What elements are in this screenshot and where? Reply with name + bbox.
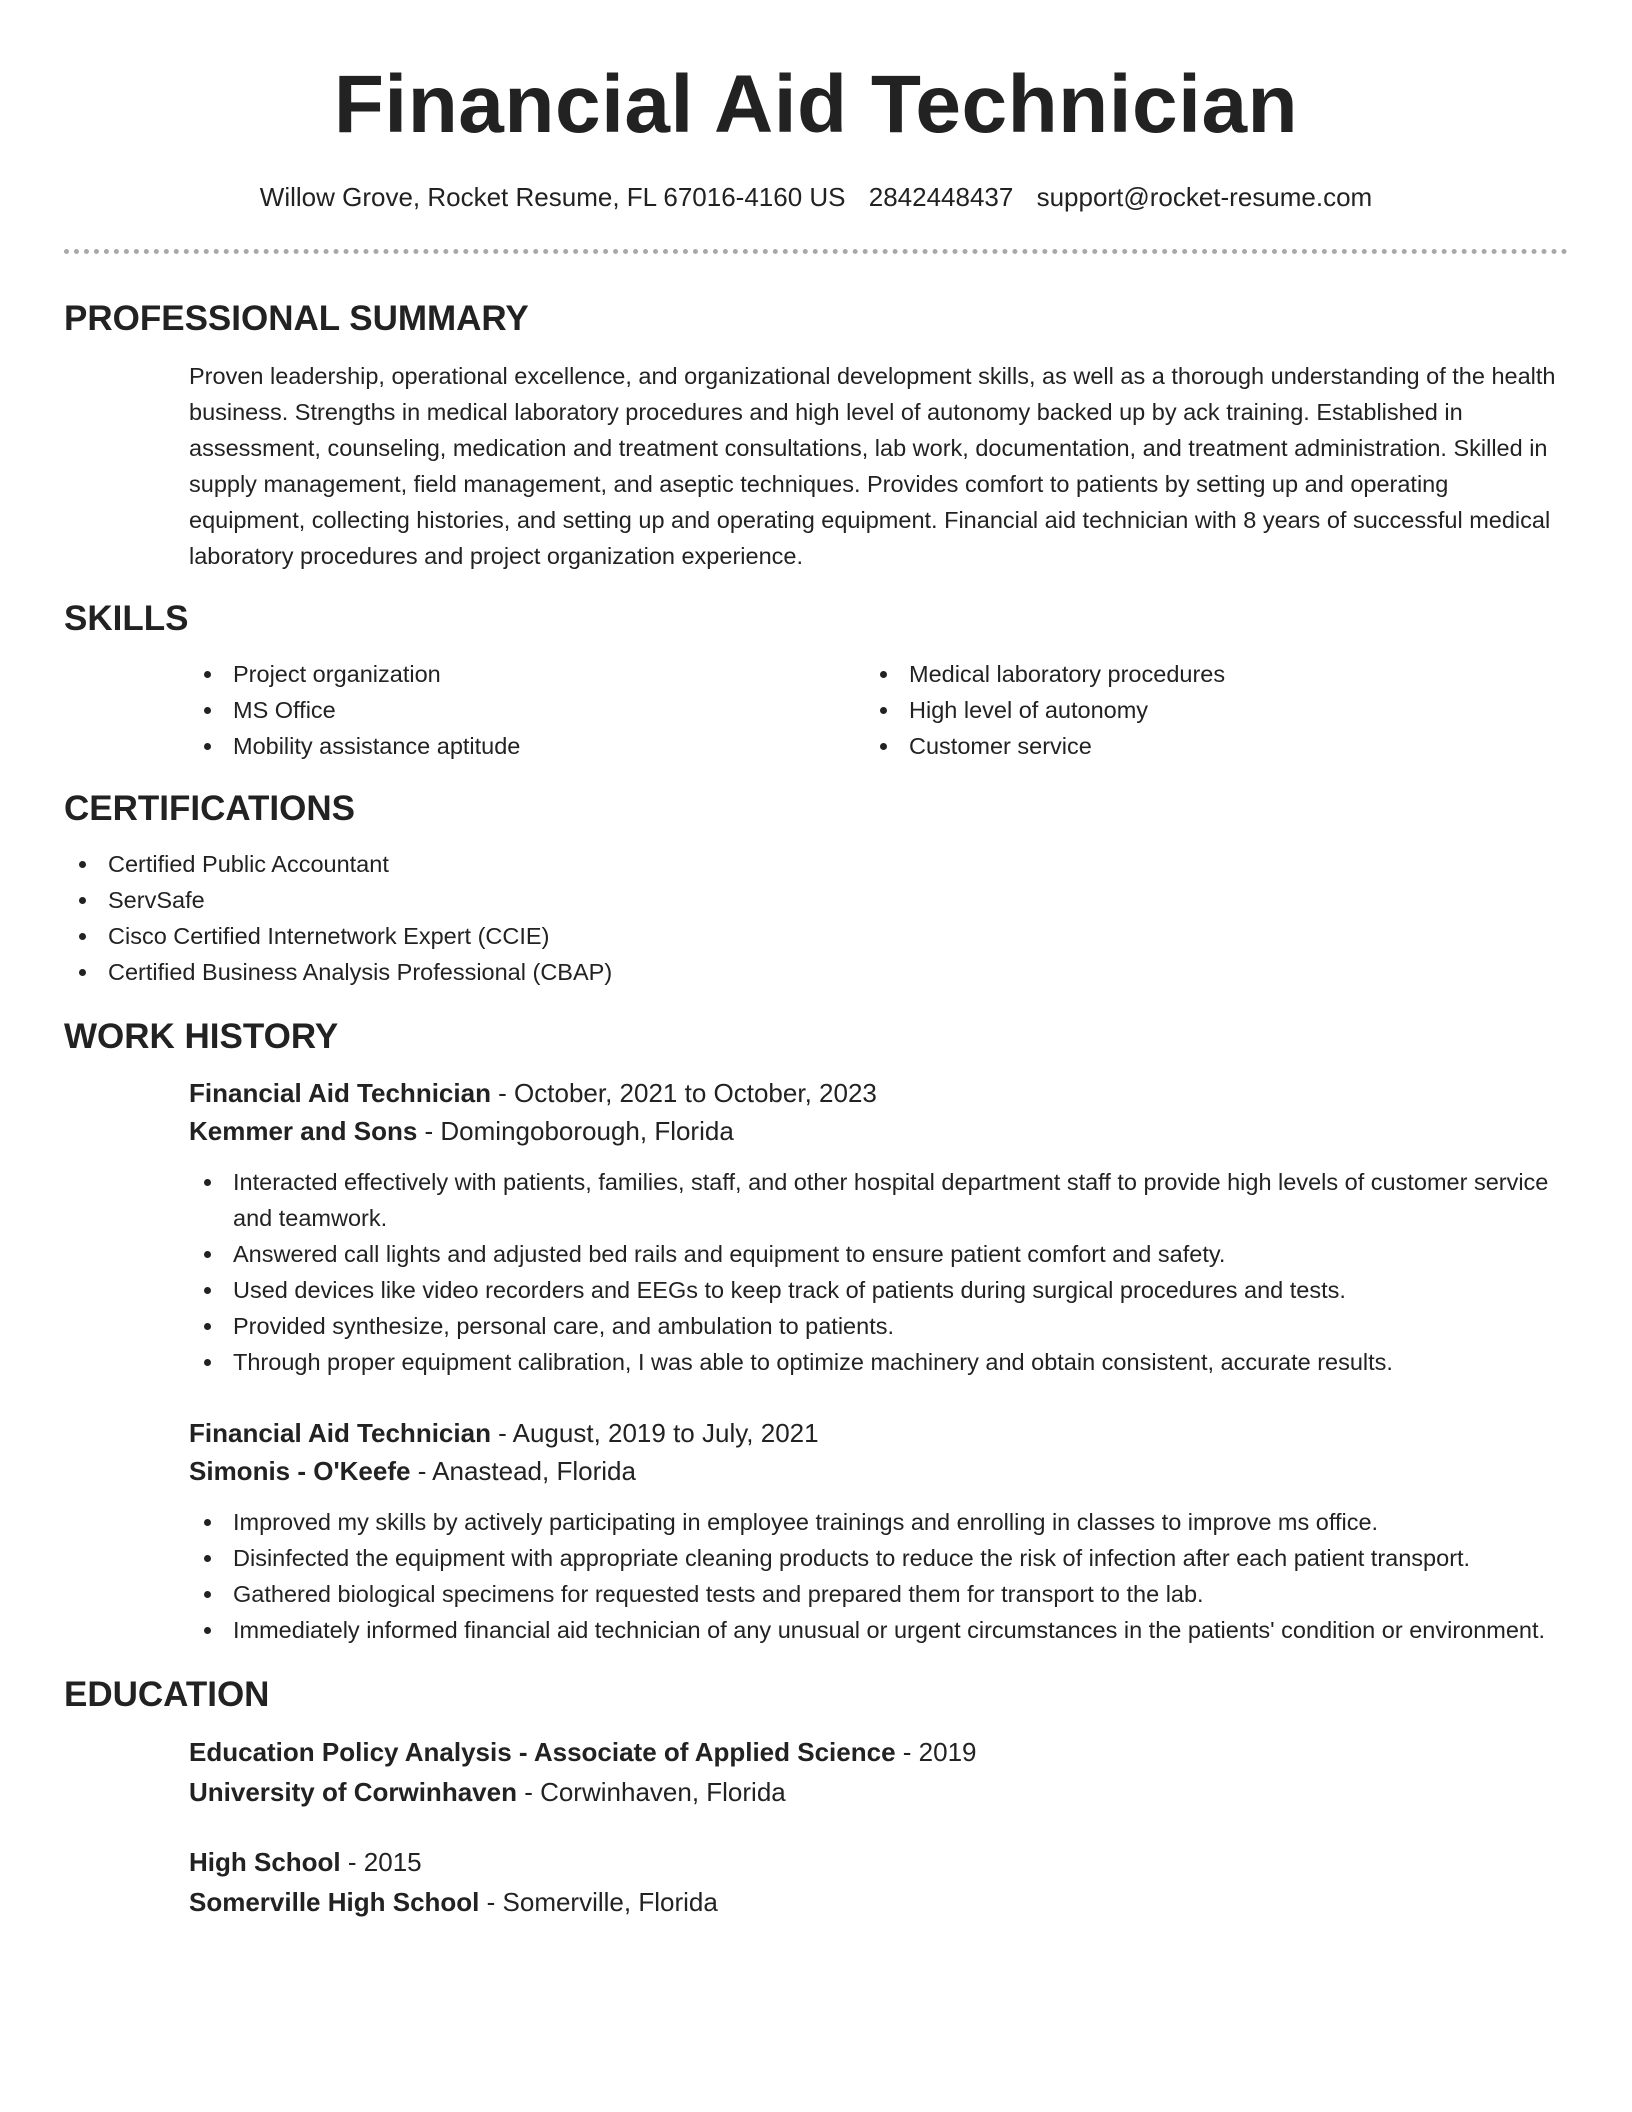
education-school: University of Corwinhaven xyxy=(189,1777,517,1808)
job-title: Financial Aid Technician xyxy=(189,1078,491,1109)
job-dates: - October, 2021 to October, 2023 xyxy=(490,1078,877,1109)
job-company: Kemmer and Sons xyxy=(189,1116,418,1147)
skills-list-left xyxy=(189,656,865,764)
job-duty-item: Used devices like video recorders and EEGs to keep track of patients during surgical procedures and tests. xyxy=(189,1272,1568,1308)
job-title: Financial Aid Technician xyxy=(189,1418,491,1449)
certification-item: Certified Business Analysis Professional (CBAP) xyxy=(64,954,1568,990)
contact-phone: 2842448437 xyxy=(868,182,1014,212)
education-entry xyxy=(189,1842,1568,1922)
skills-grid xyxy=(189,656,1568,764)
job-duty-item: Provided synthesize, personal care, and ambulation to patients. xyxy=(189,1308,1568,1344)
skill-item: MS Office xyxy=(189,692,865,728)
education-school: Somerville High School xyxy=(189,1887,480,1918)
job-duty-item: Immediately informed financial aid technician of any unusual or urgent circumstances in the patients' condition or environment. xyxy=(189,1612,1568,1648)
job-duties-list xyxy=(189,1504,1568,1648)
job-location: - Domingoborough, Florida xyxy=(417,1116,734,1147)
education-location: - Somerville, Florida xyxy=(479,1887,718,1918)
certification-item: ServSafe xyxy=(64,882,1568,918)
certifications-section xyxy=(64,788,1568,990)
job-duty-item: Gathered biological specimens for requested tests and prepared them for transport to the lab. xyxy=(189,1576,1568,1612)
education-degree-line xyxy=(189,1732,1568,1772)
job-duty-item: Improved my skills by actively participating in employee trainings and enrolling in classes to improve ms office. xyxy=(189,1504,1568,1540)
summary-text: Proven leadership, operational excellence, and organizational development skills, as well as a thorough understanding of the health business. Strengths in medical laboratory procedures and high level of autonomy backed up by ack training. Established in assessment, counseling, medication and treatment consultations, lab work, documentation, and treatment administration. Skilled in supply management, field management, and aseptic techniques. Provides comfort to patients by setting up and operating equipment, collecting histories, and setting up and operating equipment. Financial aid technician with 8 years of successful medical laboratory procedures and project organization experience. xyxy=(189,363,1556,570)
job-dates: - August, 2019 to July, 2021 xyxy=(490,1418,819,1449)
summary-heading: PROFESSIONAL SUMMARY xyxy=(64,299,529,339)
skill-item: Project organization xyxy=(189,656,865,692)
skill-item: Mobility assistance aptitude xyxy=(189,728,865,764)
work-section xyxy=(64,1016,1568,1648)
skill-item: Customer service xyxy=(865,728,1541,764)
education-degree: High School xyxy=(189,1847,341,1878)
education-location: - Corwinhaven, Florida xyxy=(516,1777,786,1808)
job-duty-item: Through proper equipment calibration, I was able to optimize machinery and obtain consistent, accurate results. xyxy=(189,1344,1568,1380)
job-company: Simonis - O'Keefe xyxy=(189,1456,411,1487)
job-company-line xyxy=(189,1452,1568,1490)
contact-email: support@rocket-resume.com xyxy=(1036,182,1373,212)
resume-name: Financial Aid Technician xyxy=(333,59,1299,150)
education-school-line xyxy=(189,1882,1568,1922)
contact-address: Willow Grove, Rocket Resume, FL 67016-4160 US xyxy=(259,182,846,212)
education-school-line xyxy=(189,1772,1568,1812)
education-heading: EDUCATION xyxy=(64,1675,270,1715)
job-duty-item: Disinfected the equipment with appropriate cleaning products to reduce the risk of infection after each patient transport. xyxy=(189,1540,1568,1576)
contact-line xyxy=(64,182,1568,213)
job-entry xyxy=(189,1074,1568,1380)
skill-item: Medical laboratory procedures xyxy=(865,656,1541,692)
certification-item: Certified Public Accountant xyxy=(64,846,1568,882)
certification-item: Cisco Certified Internetwork Expert (CCIE) xyxy=(64,918,1568,954)
skill-item: High level of autonomy xyxy=(865,692,1541,728)
education-degree: Education Policy Analysis - Associate of Applied Science xyxy=(189,1737,896,1768)
job-location: - Anastead, Florida xyxy=(410,1456,636,1487)
summary-section xyxy=(64,298,1568,574)
education-year: - 2015 xyxy=(340,1847,422,1878)
work-heading: WORK HISTORY xyxy=(64,1017,339,1057)
certifications-heading: CERTIFICATIONS xyxy=(64,789,356,829)
job-title-line xyxy=(189,1414,1568,1452)
job-company-line xyxy=(189,1112,1568,1150)
job-duties-list xyxy=(189,1164,1568,1380)
skills-heading: SKILLS xyxy=(64,599,189,639)
job-duty-item: Answered call lights and adjusted bed rails and equipment to ensure patient comfort and safety. xyxy=(189,1236,1568,1272)
education-degree-line xyxy=(189,1842,1568,1882)
skills-section xyxy=(64,598,1568,764)
skills-list-right xyxy=(865,656,1541,764)
education-year: - 2019 xyxy=(895,1737,977,1768)
education-section xyxy=(64,1674,1568,1922)
education-entry xyxy=(189,1732,1568,1812)
job-entry xyxy=(189,1414,1568,1648)
header-divider xyxy=(64,249,1568,254)
job-duty-item: Interacted effectively with patients, families, staff, and other hospital department staff to provide high levels of customer service and teamwork. xyxy=(189,1164,1568,1236)
job-title-line xyxy=(189,1074,1568,1112)
certifications-list xyxy=(64,846,1568,990)
